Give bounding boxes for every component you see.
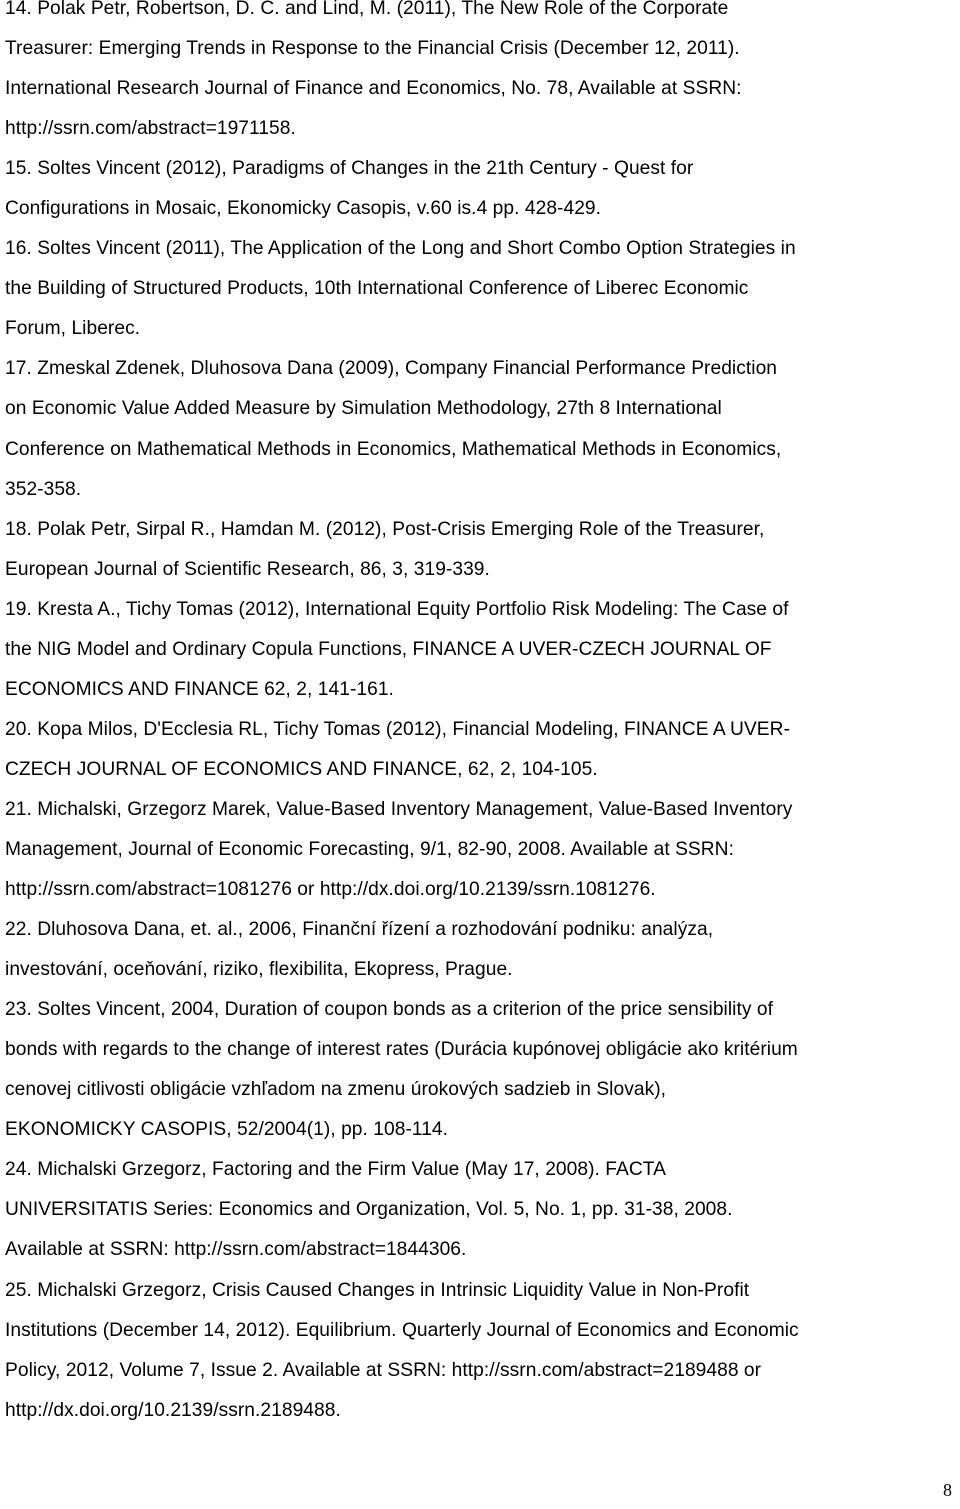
reference-line: Institutions (December 14, 2012). Equilibrium. Quarterly Journal of Economics and Economic (5, 1319, 799, 1341)
reference-line: http://ssrn.com/abstract=1971158. (5, 118, 296, 140)
reference-20 (5, 710, 955, 790)
page-number: 8 (943, 1480, 952, 1500)
reference-line: 25. Michalski Grzegorz, Crisis Caused Changes in Intrinsic Liquidity Value in Non-Profit (5, 1279, 750, 1301)
reference-line: http://ssrn.com/abstract=1081276 or http://dx.doi.org/10.2139/ssrn.1081276. (5, 879, 656, 901)
reference-line: 15. Soltes Vincent (2012), Paradigms of Changes in the 21th Century - Quest for (5, 158, 694, 180)
reference-line: Management, Journal of Economic Forecasting, 9/1, 82-90, 2008. Available at SSRN: (5, 838, 734, 860)
reference-line: Configurations in Mosaic, Ekonomicky Casopis, v.60 is.4 pp. 428-429. (5, 198, 602, 220)
reference-line: Conference on Mathematical Methods in Economics, Mathematical Methods in Economics, (5, 438, 782, 460)
reference-14 (5, 0, 955, 149)
reference-line: the Building of Structured Products, 10th International Conference of Liberec Economic (5, 278, 749, 300)
reference-line: 21. Michalski, Grzegorz Marek, Value-Based Inventory Management, Value-Based Inventory (5, 798, 793, 820)
reference-line: bonds with regards to the change of interest rates (Durácia kupónovej obligácie ako kritérium (5, 1039, 798, 1061)
reference-22 (5, 910, 955, 990)
reference-line: http://dx.doi.org/10.2139/ssrn.2189488. (5, 1399, 341, 1421)
reference-18 (5, 510, 955, 590)
reference-line: 352-358. (5, 478, 82, 500)
reference-list (5, 0, 955, 1431)
reference-line: Policy, 2012, Volume 7, Issue 2. Available at SSRN: http://ssrn.com/abstract=2189488 or (5, 1359, 762, 1381)
reference-19 (5, 590, 955, 710)
reference-line: 23. Soltes Vincent, 2004, Duration of coupon bonds as a criterion of the price sensibility of (5, 999, 773, 1021)
reference-line: International Research Journal of Finance and Economics, No. 78, Available at SSRN: (5, 78, 742, 100)
reference-line: 16. Soltes Vincent (2011), The Application of the Long and Short Combo Option Strategies in (5, 238, 796, 260)
reference-24 (5, 1150, 955, 1270)
reference-line: the NIG Model and Ordinary Copula Functions, FINANCE A UVER-CZECH JOURNAL OF (5, 638, 772, 660)
reference-line: 18. Polak Petr, Sirpal R., Hamdan M. (2012), Post-Crisis Emerging Role of the Treasurer, (5, 518, 765, 540)
reference-line: 19. Kresta A., Tichy Tomas (2012), International Equity Portfolio Risk Modeling: The Case of (5, 598, 789, 620)
reference-line: 17. Zmeskal Zdenek, Dluhosova Dana (2009), Company Financial Performance Prediction (5, 358, 778, 380)
reference-line: investování, oceňování, riziko, flexibilita, Ekopress, Prague. (5, 959, 513, 981)
reference-line: CZECH JOURNAL OF ECONOMICS AND FINANCE, 62, 2, 104-105. (5, 758, 598, 780)
reference-line: European Journal of Scientific Research, 86, 3, 319-339. (5, 558, 490, 580)
reference-21 (5, 790, 955, 910)
reference-line: 20. Kopa Milos, D'Ecclesia RL, Tichy Tomas (2012), Financial Modeling, FINANCE A UVER- (5, 718, 791, 740)
reference-line: 24. Michalski Grzegorz, Factoring and the Firm Value (May 17, 2008). FACTA (5, 1159, 666, 1181)
reference-line: 22. Dluhosova Dana, et. al., 2006, Finanční řízení a rozhodování podniku: analýza, (5, 919, 714, 941)
reference-15 (5, 149, 955, 229)
reference-line: cenovej citlivosti obligácie vzhľadom na zmenu úrokových sadzieb in Slovak), (5, 1079, 667, 1101)
reference-line: ECONOMICS AND FINANCE 62, 2, 141-161. (5, 678, 394, 700)
reference-line: on Economic Value Added Measure by Simulation Methodology, 27th 8 International (5, 398, 722, 420)
reference-line: Forum, Liberec. (5, 318, 141, 340)
reference-line: EKONOMICKY CASOPIS, 52/2004(1), pp. 108-114. (5, 1119, 449, 1141)
reference-line: Available at SSRN: http://ssrn.com/abstract=1844306. (5, 1239, 467, 1261)
reference-line: UNIVERSITATIS Series: Economics and Organization, Vol. 5, No. 1, pp. 31-38, 2008. (5, 1199, 733, 1221)
reference-17 (5, 349, 955, 509)
reference-23 (5, 990, 955, 1150)
reference-line: 14. Polak Petr, Robertson, D. C. and Lind, M. (2011), The New Role of the Corporate (5, 0, 729, 19)
reference-16 (5, 229, 955, 349)
reference-25 (5, 1271, 955, 1431)
reference-line: Treasurer: Emerging Trends in Response to the Financial Crisis (December 12, 2011). (5, 38, 740, 60)
